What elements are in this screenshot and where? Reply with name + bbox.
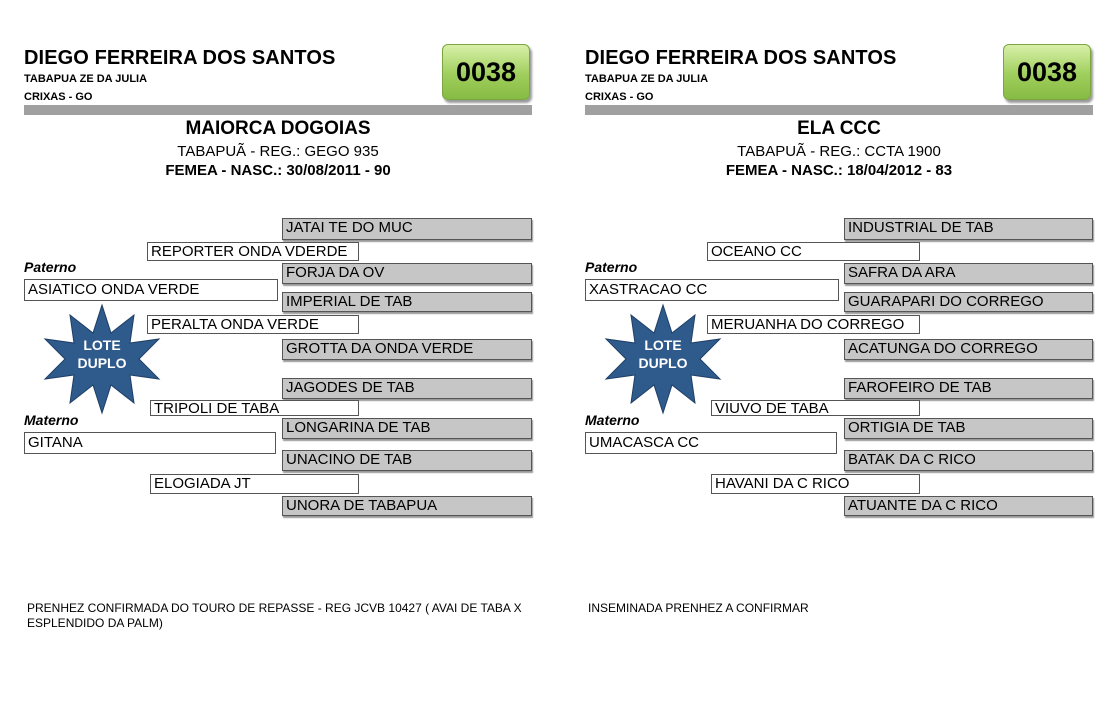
pedigree-paternal-granddam: PERALTA ONDA VERDE	[147, 315, 359, 334]
animal-sex-birth: FEMEA - NASC.: 30/08/2011 - 90	[165, 162, 391, 179]
pedigree-paternal-grandsire: REPORTER ONDA VDERDE	[147, 242, 359, 261]
animal-sex-birth: FEMEA - NASC.: 18/04/2012 - 83	[725, 162, 953, 179]
badge-line-1: LOTE	[644, 337, 682, 353]
pedigree-gg-8: UNORA DE TABAPUA	[282, 496, 532, 516]
header-divider	[24, 105, 532, 115]
header-divider	[585, 105, 1093, 115]
owner-farm: TABAPUA ZE DA JULIA	[585, 73, 709, 85]
animal-name: MAIORCA DOGOIAS	[185, 118, 371, 139]
pedigree-maternal-grandsire: TRIPOLI DE TABA	[150, 400, 359, 416]
pedigree-sire: XASTRACAO CC	[585, 279, 839, 301]
animal-registration: TABAPUÃ - REG.: CCTA 1900	[737, 143, 941, 160]
pregnancy-note: INSEMINADA PRENHEZ A CONFIRMAR	[588, 601, 809, 615]
lote-duplo-badge	[603, 303, 723, 415]
pedigree-gg-6: ORTIGIA DE TAB	[844, 418, 1093, 439]
pedigree-gg-2: FORJA DA OV	[282, 263, 532, 284]
pedigree-gg-4: GROTTA DA ONDA VERDE	[282, 339, 532, 360]
badge-line-1: LOTE	[83, 337, 121, 353]
pedigree-gg-1: INDUSTRIAL DE TAB	[844, 218, 1093, 240]
pedigree-gg-5: FAROFEIRO DE TAB	[844, 378, 1093, 399]
pedigree-gg-5: JAGODES DE TAB	[282, 378, 532, 399]
pedigree-gg-7: UNACINO DE TAB	[282, 450, 532, 471]
pedigree-dam: UMACASCA CC	[585, 432, 837, 454]
pedigree-gg-7: BATAK DA C RICO	[844, 450, 1093, 471]
paterno-label: Paterno	[24, 259, 77, 275]
lot-number-badge: 0038	[1003, 44, 1091, 100]
pedigree-maternal-granddam: HAVANI DA C RICO	[711, 474, 920, 494]
pedigree-gg-6: LONGARINA DE TAB	[282, 418, 532, 439]
materno-label: Materno	[585, 412, 640, 428]
badge-line-2: DUPLO	[77, 355, 127, 371]
materno-label: Materno	[24, 412, 79, 428]
pedigree-maternal-grandsire: VIUVO DE TABA	[711, 400, 920, 416]
pedigree-gg-8: ATUANTE DA C RICO	[844, 496, 1093, 516]
pregnancy-note: PRENHEZ CONFIRMADA DO TOURO DE REPASSE - REG JCVB 10427 ( AVAI DE TABA X ESPLENDIDO DA PALM)	[27, 601, 522, 630]
paterno-label: Paterno	[585, 259, 638, 275]
owner-city: CRIXAS - GO	[24, 91, 93, 103]
pedigree-gg-2: SAFRA DA ARA	[844, 263, 1093, 284]
pedigree-gg-3: GUARAPARI DO CORREGO	[844, 292, 1093, 312]
pedigree-sire: ASIATICO ONDA VERDE	[24, 279, 278, 301]
animal-card-right	[585, 0, 1105, 708]
lot-number-badge: 0038	[442, 44, 530, 100]
lote-duplo-badge	[42, 303, 162, 415]
pedigree-maternal-granddam: ELOGIADA JT	[150, 474, 359, 494]
animal-registration: TABAPUÃ - REG.: GEGO 935	[177, 143, 379, 160]
pedigree-paternal-granddam: MERUANHA DO CORREGO	[707, 315, 920, 334]
pedigree-gg-4: ACATUNGA DO CORREGO	[844, 339, 1093, 360]
owner-farm: TABAPUA ZE DA JULIA	[24, 73, 148, 85]
owner-name: DIEGO FERREIRA DOS SANTOS	[585, 47, 897, 69]
pedigree-gg-1: JATAI TE DO MUC	[282, 218, 532, 240]
pedigree-paternal-grandsire: OCEANO CC	[707, 242, 920, 261]
pedigree-dam: GITANA	[24, 432, 276, 454]
pedigree-gg-3: IMPERIAL DE TAB	[282, 292, 532, 312]
badge-line-2: DUPLO	[638, 355, 688, 371]
animal-card-left	[24, 0, 544, 708]
animal-name: ELA CCC	[797, 118, 881, 139]
owner-city: CRIXAS - GO	[585, 91, 654, 103]
owner-name: DIEGO FERREIRA DOS SANTOS	[24, 47, 336, 69]
